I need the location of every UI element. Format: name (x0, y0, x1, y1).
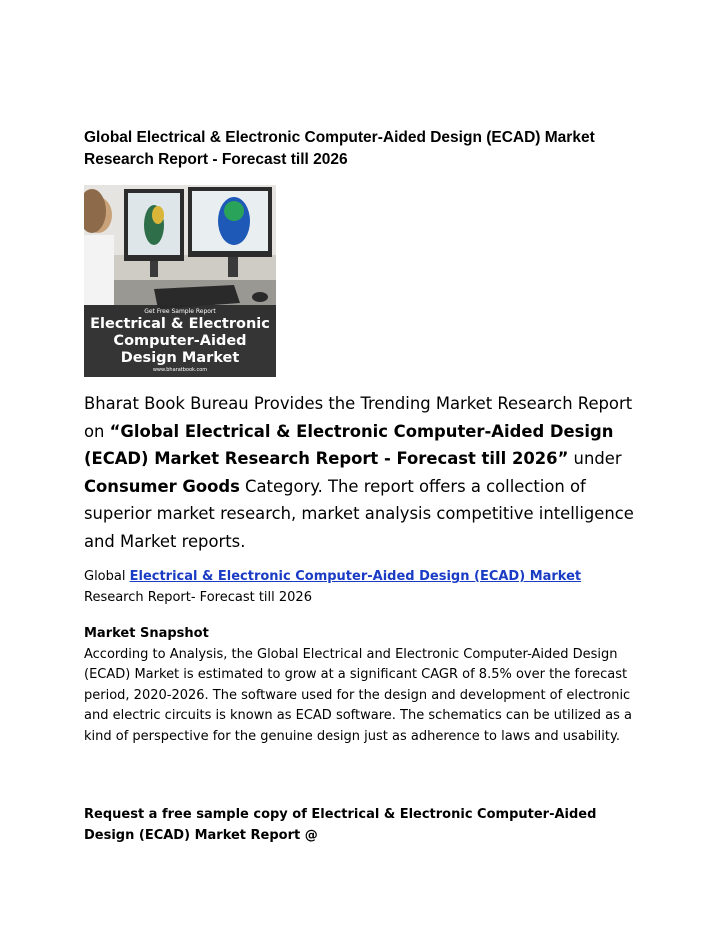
cover-title-line3: Design Market (120, 350, 240, 366)
intro-tail: Category. The report offers a collection of superior market research, market analysis competitive intelligence and Market reports. (84, 476, 634, 551)
snapshot-body: According to Analysis, the Global Electrical and Electronic Computer-Aided Design (ECAD) Market is estimated to grow at a significant CAGR of 8.5% over the forecast period, 2020-2026. The software used for the design and development of electronic and electric circuits is known as ECAD software. The schematics can be utilized as a kind of perspective for the genuine design just as adherence to laws and usability. (84, 646, 632, 744)
document-title: Global Electrical & Electronic Computer-Aided Design (ECAD) Market Research Report - Forecast till 2026 (84, 129, 595, 168)
report-link[interactable]: Electrical & Electronic Computer-Aided Design (ECAD) Market (129, 569, 582, 584)
cover-cta-text: Get Free Sample Report (144, 308, 216, 315)
report-cover-image (84, 185, 276, 377)
sample-request-text: Request a free sample copy of Electrical & Electronic Computer-Aided Design (ECAD) Market Report @ (84, 807, 597, 843)
snapshot-heading: Market Snapshot (84, 626, 209, 641)
intro-lead: Bharat Book Bureau Provides the Trending Market Research Report on (84, 394, 633, 441)
report-subtitle (84, 567, 644, 608)
cover-website: www.bharatbook.com (152, 367, 208, 373)
subtitle-prefix: Global (84, 569, 130, 584)
cover-title-line1: Electrical & Electronic (90, 316, 270, 332)
intro-paragraph (84, 390, 644, 555)
intro-under: under (568, 449, 622, 468)
cover-banner (84, 305, 276, 377)
intro-report-name: “Global Electrical & Electronic Computer-Aided Design (ECAD) Market Research Report - Forecast till 2026” (84, 421, 614, 468)
cover-title-line2: Computer-Aided (113, 333, 247, 349)
subtitle-suffix: Research Report- Forecast till 2026 (84, 589, 312, 605)
intro-category: Consumer Goods (84, 476, 240, 496)
market-snapshot-section (84, 624, 644, 747)
